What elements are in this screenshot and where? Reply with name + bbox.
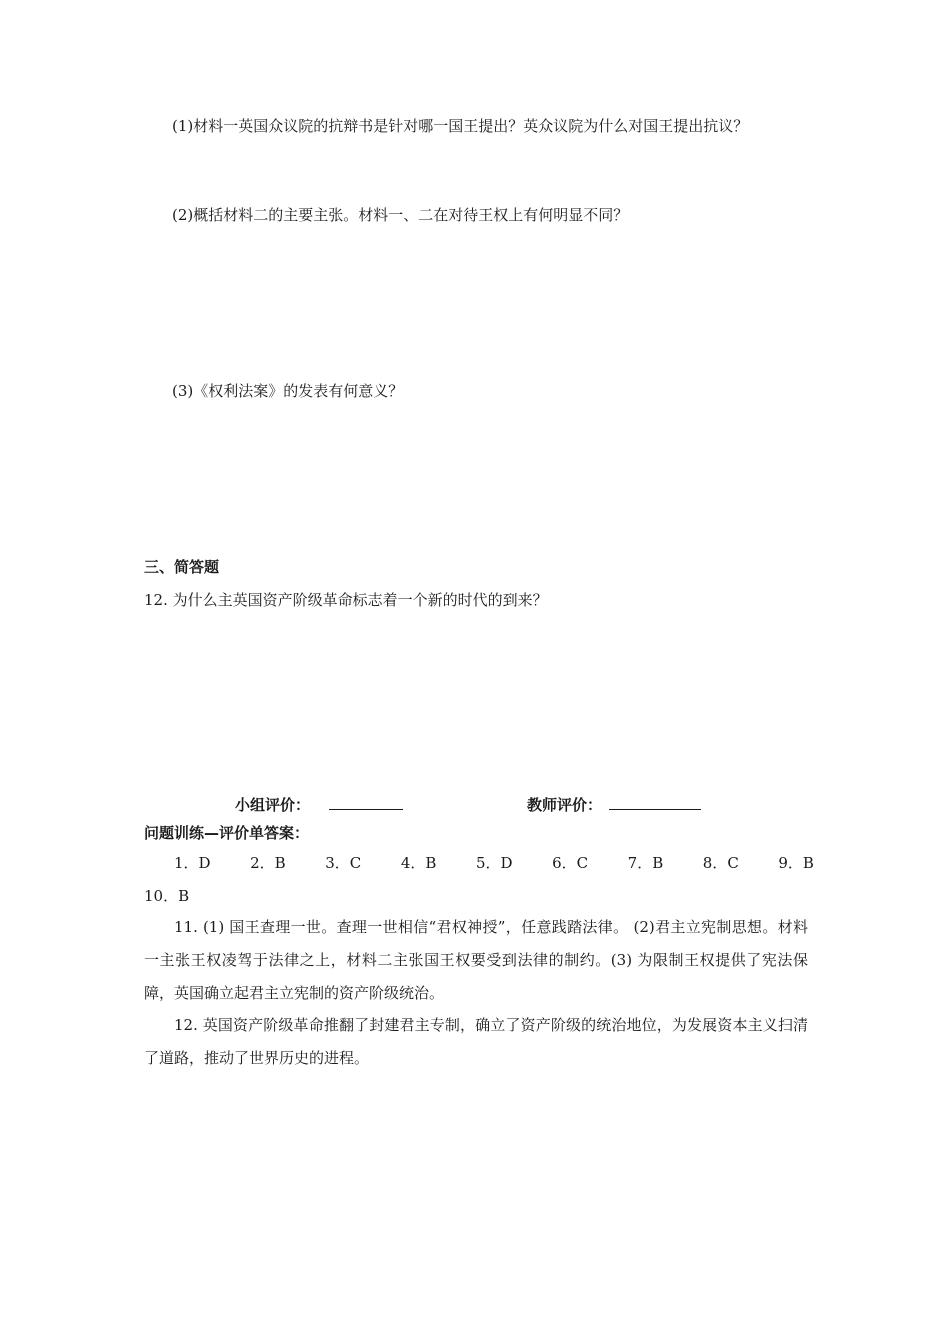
question-11-2: (2)概括材料二的主要主张。材料一、二在对待王权上有何明显不同？	[172, 206, 629, 224]
teacher-evaluation-blank[interactable]	[609, 793, 701, 810]
group-evaluation	[235, 793, 403, 815]
answer-item: 9．B	[778, 854, 814, 872]
answer-12: 12. 英国资产阶级革命推翻了封建君主专制，确立了资产阶级的统治地位，为发展资本主义扫清了道路，推动了世界历史的进程。	[144, 1016, 808, 1067]
teacher-evaluation-label: 教师评价：	[527, 796, 603, 814]
answer-item: 3．C	[325, 854, 362, 872]
answer-item: 4．B	[400, 854, 437, 872]
section-heading: 三、简答题	[144, 558, 220, 576]
answer-item: 7．B	[627, 854, 664, 872]
question-12: 12. 为什么主英国资产阶级革命标志着一个新的时代的到来？	[144, 591, 548, 609]
teacher-evaluation	[527, 793, 701, 815]
choice-answers-row	[144, 886, 814, 906]
answer-item: 6．C	[552, 854, 589, 872]
answer-item: 1．D	[174, 854, 211, 872]
choice-answers	[144, 853, 814, 906]
answers-heading: 问题训练—评价单答案：	[144, 824, 310, 842]
question-11-1: (1)材料一英国众议院的抗辩书是针对哪一国王提出？英众议院为什么对国王提出抗议？	[172, 117, 749, 135]
choice-answers-row	[144, 853, 814, 873]
group-evaluation-blank[interactable]	[329, 793, 403, 810]
answer-item: 10．B	[144, 887, 190, 905]
group-evaluation-label: 小组评价：	[235, 796, 311, 814]
answer-11: 11. (1) 国王查理一世。查理一世相信“君权神授”，任意践踏法律。 (2)君主立宪制思想。材料一主张王权凌驾于法律之上，材料二主张国王权要受到法律的制约。(3) 为限制王权提供了宪法保障，英国确立起君主立宪制的资产阶级统治。	[144, 918, 808, 1002]
question-11-3: (3)《权利法案》的发表有何意义？	[172, 382, 404, 400]
answer-item: 5．D	[475, 854, 513, 872]
answer-item: 2．B	[250, 854, 286, 872]
answer-item: 8．C	[702, 854, 739, 872]
